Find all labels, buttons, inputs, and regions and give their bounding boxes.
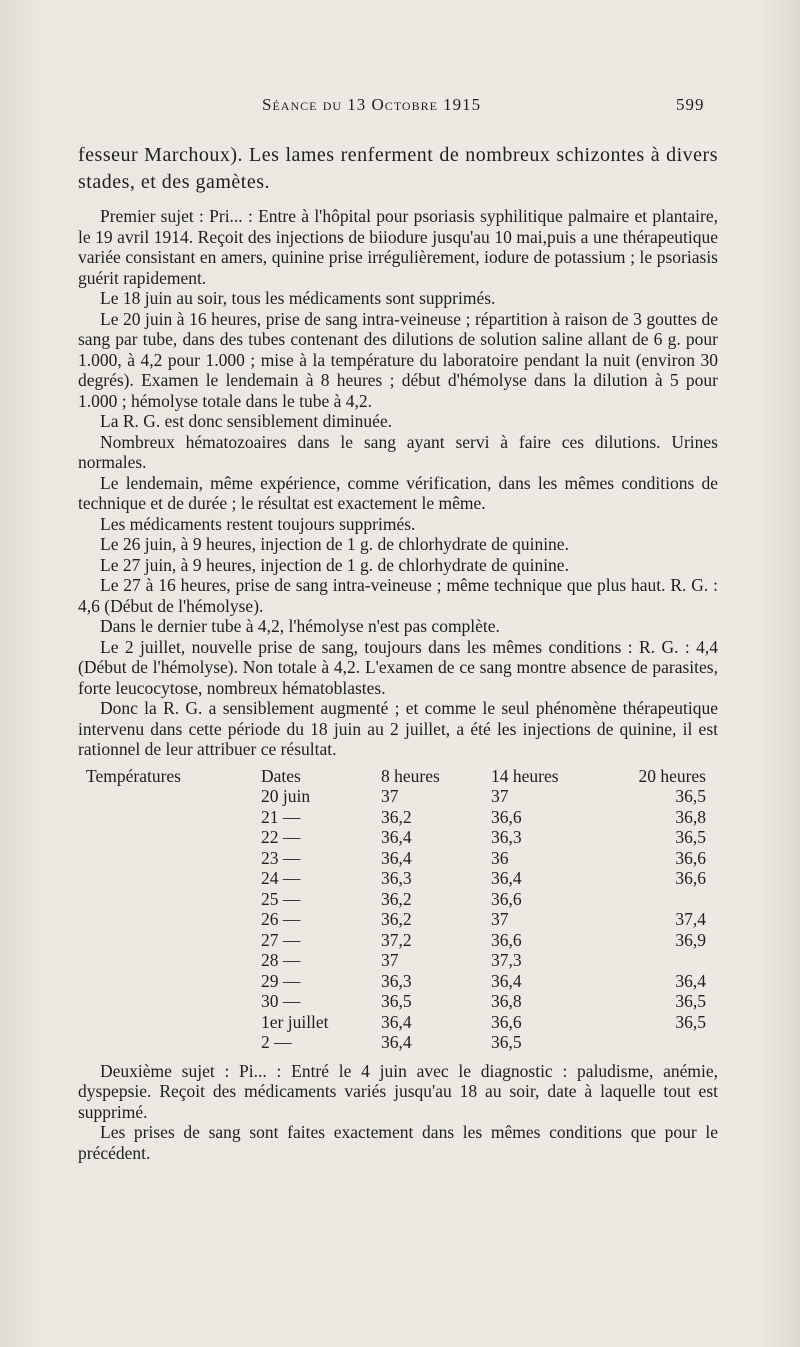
temperature-cell: 36,5 xyxy=(675,786,706,806)
temperature-cell: 36,3 xyxy=(491,827,522,847)
temperature-cell: 36,5 xyxy=(675,1011,706,1032)
temperature-cell: 36,4 xyxy=(381,1011,412,1032)
page-number: 599 xyxy=(676,95,705,114)
temperature-cell: 37,2 xyxy=(381,929,412,950)
paragraph: Le 18 juin au soir, tous les médicaments sont supprimés. xyxy=(100,288,496,308)
temperature-cell: 36,2 xyxy=(381,806,412,827)
temperature-cell xyxy=(606,950,706,971)
table-spacer xyxy=(86,1032,261,1053)
date-cell: 2 — xyxy=(261,1032,292,1052)
temperature-cell: 37,4 xyxy=(675,909,706,929)
table-spacer xyxy=(86,930,261,951)
date-cell: 25 — xyxy=(261,888,301,909)
table-row xyxy=(86,848,706,869)
column-header: 14 heures xyxy=(491,765,559,786)
paragraph: Les prises de sang sont faites exactement dans les mêmes conditions que pour le précédent. xyxy=(78,1122,718,1163)
body-text xyxy=(78,142,718,1163)
temperature-cell: 37,3 xyxy=(491,950,522,970)
temperature-cell: 36,4 xyxy=(491,868,522,888)
date-cell: 24 — xyxy=(261,868,301,888)
table-label: Températures xyxy=(86,765,181,786)
date-cell: 23 — xyxy=(261,847,301,868)
running-header xyxy=(0,95,800,125)
temperature-cell: 36,5 xyxy=(675,827,706,847)
temperature-cell xyxy=(606,1032,706,1053)
table-spacer xyxy=(86,848,261,869)
temperature-cell: 37 xyxy=(381,950,399,970)
date-cell: 26 — xyxy=(261,909,301,929)
table-row xyxy=(86,930,706,951)
paragraph: Le 20 juin à 16 heures, prise de sang intra-veineuse ; répartition à raison de 3 gouttes de sang par tube, dans des tubes contenant des dilutions de solution saline allant de 6 g. pour 1.000, à 4,2 pour 1.000 ; mise à la température du laboratoire pendant la nuit (environ 30 degrés). Examen le lendemain à 8 heures ; début d'hémolyse dans la dilution à 5 pour 1.000 ; hémolyse totale dans le tube à 4,2. xyxy=(78,308,718,411)
temperature-cell: 36,5 xyxy=(491,1032,522,1052)
running-title: Séance du 13 Octobre 1915 xyxy=(262,95,482,114)
table-row xyxy=(86,1032,706,1053)
table-row xyxy=(86,786,706,807)
date-cell: 21 — xyxy=(261,806,301,827)
table-row xyxy=(86,868,706,889)
date-cell: 22 — xyxy=(261,827,301,847)
table-row xyxy=(86,807,706,828)
table-spacer xyxy=(86,827,261,848)
temperature-cell: 36,4 xyxy=(381,847,412,868)
temperature-cell: 36,6 xyxy=(491,929,522,950)
temperature-cell: 36 xyxy=(491,847,509,868)
paragraph: Le 27 à 16 heures, prise de sang intra-veineuse ; même technique que plus haut. R. G. : 4,6 (Début de l'hémolyse). xyxy=(78,575,718,616)
table-row xyxy=(86,889,706,910)
column-header: 8 heures xyxy=(381,765,440,786)
temperature-cell: 36,6 xyxy=(491,888,522,909)
paragraph: Le 2 juillet, nouvelle prise de sang, toujours dans les mêmes conditions : R. G. : 4,4 (Début de l'hémolyse). Non totale à 4,2. L'examen de ce sang montre absence de parasites, forte leucocytose, nombreux hématoblastes. xyxy=(78,636,718,698)
temperature-cell: 36,6 xyxy=(675,847,706,868)
temperature-cell: 36,5 xyxy=(675,991,706,1011)
table-row xyxy=(86,971,706,992)
paragraph: Le 27 juin, à 9 heures, injection de 1 g. de chlorhydrate de quinine. xyxy=(100,554,569,575)
table-spacer xyxy=(86,1012,261,1033)
paragraph: Les médicaments restent toujours supprimés. xyxy=(100,513,416,534)
temperature-cell: 37 xyxy=(491,909,509,929)
temperature-cell: 36,9 xyxy=(675,929,706,950)
paragraph: fesseur Marchoux). Les lames renferment de nombreux schizontes à divers stades, et des gamètes. xyxy=(78,144,718,193)
temperature-cell: 36,8 xyxy=(675,806,706,827)
temperature-cell: 36,6 xyxy=(675,868,706,888)
date-cell: 30 — xyxy=(261,991,301,1011)
temperature-cell: 36,4 xyxy=(491,970,522,991)
table-row xyxy=(86,1012,706,1033)
table-header-row xyxy=(86,766,706,787)
temperature-cell: 36,6 xyxy=(491,806,522,827)
temperature-cell: 36,3 xyxy=(381,868,412,888)
temperature-cell: 36,5 xyxy=(381,991,412,1011)
column-header: Dates xyxy=(261,765,301,786)
table-spacer xyxy=(86,868,261,889)
table-spacer xyxy=(86,950,261,971)
temperature-cell: 36,8 xyxy=(491,991,522,1011)
table-spacer xyxy=(86,971,261,992)
table-spacer xyxy=(86,991,261,1012)
temperature-cell: 36,4 xyxy=(381,827,412,847)
paragraph: Le lendemain, même expérience, comme vérification, dans les mêmes conditions de technique et de durée ; le résultat est exactement le même. xyxy=(78,472,718,513)
temperature-cell: 36,6 xyxy=(491,1011,522,1032)
date-cell: 20 juin xyxy=(261,786,311,806)
table-row xyxy=(86,909,706,930)
date-cell: 29 — xyxy=(261,970,301,991)
temperature-cell: 36,4 xyxy=(381,1032,412,1052)
paragraph: Dans le dernier tube à 4,2, l'hémolyse n'est pas complète. xyxy=(100,616,500,636)
table-spacer xyxy=(86,786,261,807)
temperature-cell: 37 xyxy=(381,786,399,806)
temperature-cell: 36,2 xyxy=(381,909,412,929)
paragraph: Premier sujet : Pri... : Entre à l'hôpital pour psoriasis syphilitique palmaire et plantaire, le 19 avril 1914. Reçoit des injections de biiodure jusqu'au 10 mai,puis a une thérapeutique variée consistant en amers, quinine prise irrégulièrement, iodure de potassium ; le psoriasis guérit rapidement. xyxy=(78,206,718,288)
table-spacer xyxy=(86,889,261,910)
temperature-cell xyxy=(606,889,706,910)
column-header: 20 heures xyxy=(638,765,706,786)
paragraph: La R. G. est donc sensiblement diminuée. xyxy=(100,411,393,431)
temperature-cell: 37 xyxy=(491,786,509,806)
paragraph: Nombreux hématozoaires dans le sang ayant servi à faire ces dilutions. Urines normales. xyxy=(78,431,718,472)
table-spacer xyxy=(86,909,261,930)
temperature-cell: 36,2 xyxy=(381,888,412,909)
table-row xyxy=(86,950,706,971)
temperature-table xyxy=(86,766,706,1053)
table-spacer xyxy=(86,807,261,828)
date-cell: 27 — xyxy=(261,929,301,950)
table-row xyxy=(86,991,706,1012)
paragraph: Le 26 juin, à 9 heures, injection de 1 g. de chlorhydrate de quinine. xyxy=(100,534,569,554)
table-row xyxy=(86,827,706,848)
paragraph: Donc la R. G. a sensiblement augmenté ; et comme le seul phénomène thérapeutique intervenu dans cette période du 18 juin au 2 juillet, a été les injections de quinine, il est rationnel de leur attribuer ce résultat. xyxy=(78,698,718,759)
paragraph: Deuxième sujet : Pi... : Entré le 4 juin avec le diagnostic : paludisme, anémie, dyspepsie. Reçoit des médicaments variés jusqu'au 18 au soir, date à laquelle tout est supprimé. xyxy=(78,1060,718,1122)
temperature-cell: 36,3 xyxy=(381,970,412,991)
temperature-cell: 36,4 xyxy=(675,970,706,991)
date-cell: 1er juillet xyxy=(261,1011,329,1032)
date-cell: 28 — xyxy=(261,950,301,970)
